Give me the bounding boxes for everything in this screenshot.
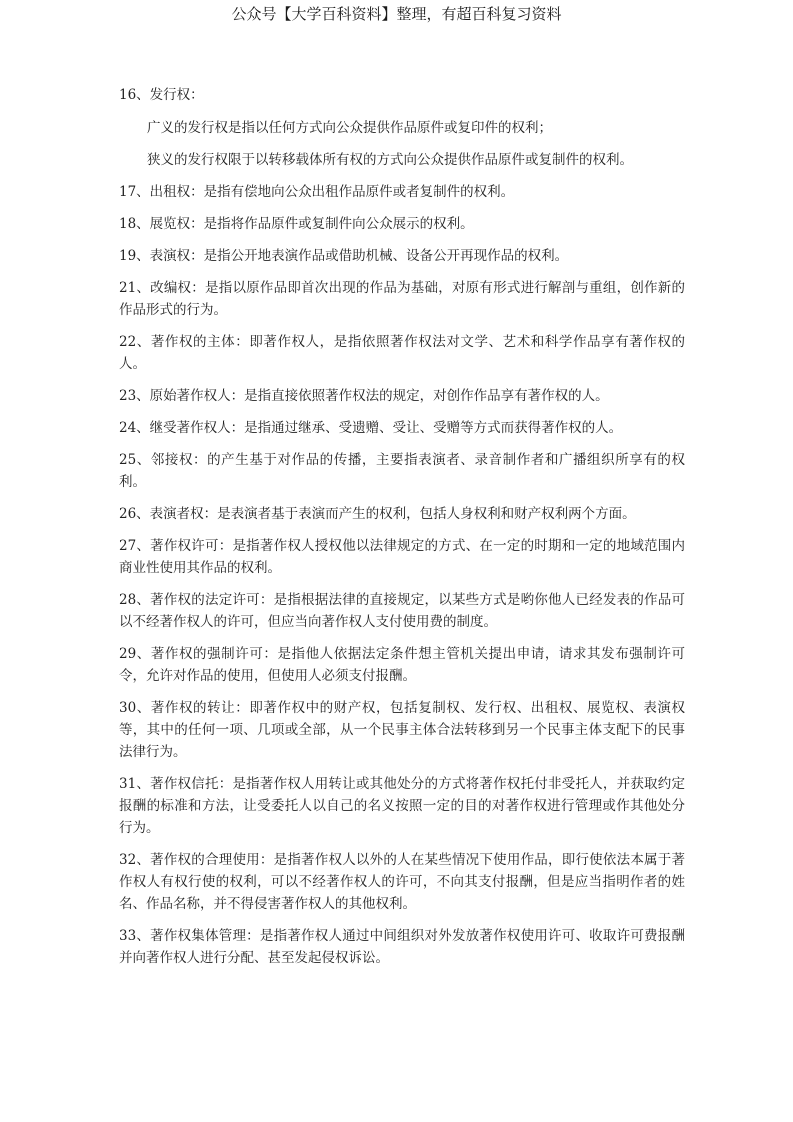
entry-25: 25、邻接权：的产生基于对作品的传播，主要指表演者、录音制作者和广播组织所享有的权利。	[119, 452, 685, 490]
entry-32: 32、著作权的合理使用：是指著作权人以外的人在某些情况下使用作品，即行使依法本属于著作权人有权行使的权利，可以不经著作权人的许可，不向其支付报酬，但是应当指明作者的姓名、作品名称，并不得侵害著作权人的其他权利。	[119, 852, 685, 912]
entry-30: 30、著作权的转让：即著作权中的财产权，包括复制权、发行权、出租权、展览权、表演权等，其中的任何一项、几项或全部，从一个民事主体合法转移到另一个民事主体支配下的民事法律行为。	[119, 700, 685, 760]
entry-23: 23、原始著作权人：是指直接依照著作权法的规定，对创作作品享有著作权的人。	[119, 388, 609, 404]
entry-19: 19、表演权：是指公开地表演作品或借助机械、设备公开再现作品的权利。	[119, 248, 569, 264]
entry-16-narrow-definition: 狭义的发行权限于以转移载体所有权的方式向公众提供作品原件或复制件的权利。	[147, 152, 633, 168]
entry-21: 21、改编权：是指以原作品即首次出现的作品为基础，对原有形式进行解剖与重组，创作新的作品形式的行为。	[119, 280, 685, 318]
entry-22: 22、著作权的主体：即著作权人，是指依照著作权法对文学、艺术和科学作品享有著作权的人。	[119, 334, 685, 372]
document-body	[119, 84, 685, 979]
entry-17: 17、出租权：是指有偿地向公众出租作品原件或者复制件的权利。	[119, 184, 515, 200]
entry-16-heading: 16、发行权：	[119, 87, 204, 103]
entry-33: 33、著作权集体管理：是指著作权人通过中间组织对外发放著作权使用许可、收取许可费报酬并向著作权人进行分配、甚至发起侵权诉讼。	[119, 928, 685, 966]
entry-31: 31、著作权信托：是指著作权人用转让或其他处分的方式将著作权托付非受托人，并获取约定报酬的标准和方法，让受委托人以自己的名义按照一定的目的对著作权进行管理或作其他处分行为。	[119, 776, 685, 836]
entry-27: 27、著作权许可：是指著作权人授权他以法律规定的方式、在一定的时期和一定的地域范围内商业性使用其作品的权利。	[119, 538, 685, 576]
entry-26: 26、表演者权：是表演者基于表演而产生的权利，包括人身权利和财产权利两个方面。	[119, 506, 636, 522]
page-header: 公众号【大学百科资料】整理，有超百科复习资料	[231, 5, 562, 23]
entry-18: 18、展览权：是指将作品原件或复制件向公众展示的权利。	[119, 216, 474, 232]
entry-28: 28、著作权的法定许可：是指根据法律的直接规定，以某些方式是哟你他人已经发表的作品可以不经著作权人的许可，但应当向著作权人支付使用费的制度。	[119, 592, 685, 630]
entry-24: 24、继受著作权人：是指通过继承、受遗赠、受让、受赠等方式而获得著作权的人。	[119, 420, 623, 436]
entry-29: 29、著作权的强制许可：是指他人依据法定条件想主管机关提出申请，请求其发布强制许可令，允许对作品的使用，但使用人必须支付报酬。	[119, 646, 685, 684]
entry-16-broad-definition: 广义的发行权是指以任何方式向公众提供作品原件或复印件的权利；	[147, 120, 552, 136]
